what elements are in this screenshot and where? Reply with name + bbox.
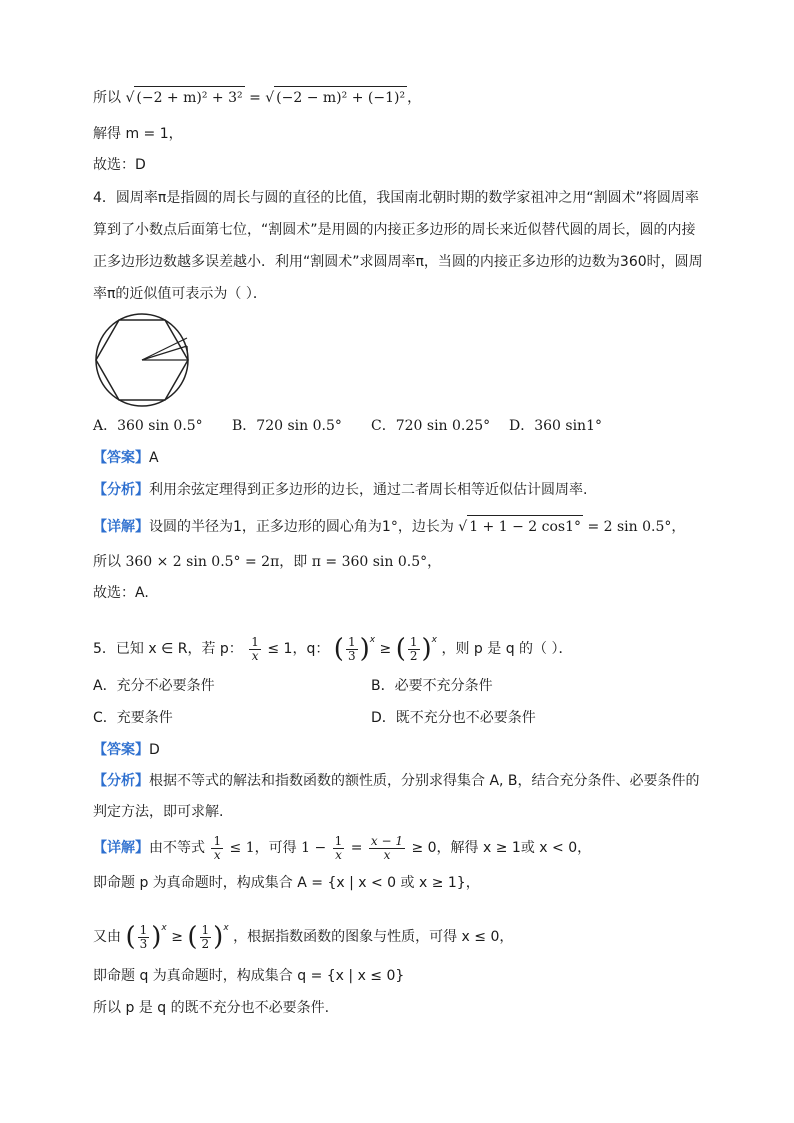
fraction-1-over-3: $\frac{1}{3}$: [347, 634, 356, 663]
analysis-text: 利用余弦定理得到正多边形的边长，通过二者周长相等近似估计圆周率.: [149, 482, 588, 498]
q5-detail-line-2: 即命题 p 为真命题时，构成集合 A = {x | x < 0 或 x ≥ 1}，: [93, 875, 480, 891]
detail-text-b: ≤ 1，可得 1 −: [229, 840, 327, 856]
q4-detail-line-1: 【详解】设圆的半径为1，正多边形的圆心角为1°，边长为 √ 1 + 1 − 2 cos1° = 2 sin 0.5°，: [93, 515, 685, 538]
q5-option-d: D．既不充分也不必要条件: [371, 710, 536, 726]
fraction-1-over-x: $\frac{1}{x}$: [251, 634, 259, 663]
q4-stem-line-1: 4．圆周率π是指圆的周长与圆的直径的比值，我国南北朝时期的数学家祖冲之用“割圆术”将圆周率: [93, 190, 699, 206]
answer-value: A: [149, 450, 159, 466]
q5-option-c: C．充要条件: [93, 710, 173, 726]
q5-detail-line-3: 又由 ( $\frac{1}{3}$ )$^x$ ≥ ( $\frac{1}{2}$ )$^x$ ，根据指数函数的图象与性质，可得 x ≤ 0，: [93, 922, 514, 952]
q5-option-a: A．充分不必要条件: [93, 678, 215, 694]
detail-text-a: 又由: [93, 929, 121, 945]
detail-text-c: ，根据指数函数的图象与性质，可得 x ≤ 0，: [233, 929, 514, 945]
detail-text-a: 由不等式: [149, 840, 205, 856]
fraction-1-over-x: $\frac{1}{x}$: [334, 833, 343, 862]
q5-stem-a: 5．已知 x ∈ R，若 p：: [93, 641, 243, 657]
detail-text-d: ≥ 0，解得 x ≥ 1或 x < 0，: [411, 840, 592, 856]
detail-radicand: 1 + 1 − 2 cos1°: [467, 515, 583, 538]
inscribed-polygon-diagram: [94, 310, 194, 410]
analysis-text: 根据不等式的解法和指数函数的额性质，分别求得集合 A, B，结合充分条件、必要条件的: [149, 773, 700, 789]
eq-prefix: 所以: [93, 90, 121, 106]
q5-stem-b: ≤ 1，q：: [267, 641, 330, 657]
fraction-1-over-x: $\frac{1}{x}$: [213, 833, 222, 862]
analysis-tag: 【分析】: [93, 482, 149, 498]
q5-stem: 5．已知 x ∈ R，若 p： $\frac{1}{x}$ ≤ 1，q： ( $\frac{1}{3}$ )$^x$ ≥ ( $\frac{1}{2}$ )$^x$ ，则 p 是 q 的（ ）．: [93, 634, 573, 664]
eq-left-radicand: (−2 + m)² + 3²: [134, 86, 244, 109]
q4-option-c: C．720 sin 0.25°: [371, 418, 491, 434]
answer-value: D: [149, 742, 160, 758]
q4-answer: [93, 447, 159, 469]
radius-line-3: [142, 338, 187, 360]
detail-tag: 【详解】: [93, 840, 149, 856]
q4-option-b: B．720 sin 0.5°: [232, 418, 342, 434]
analysis-tag: 【分析】: [93, 773, 149, 789]
detail-text: 设圆的半径为1，正多边形的圆心角为1°，边长为: [149, 519, 454, 535]
q5-analysis-line-2: 判定方法，即可求解.: [93, 804, 224, 820]
solve-line: 解得 m = 1，: [93, 126, 183, 142]
q5-answer: [93, 739, 160, 761]
fraction-1-over-2: $\frac{1}{2}$: [201, 922, 210, 951]
q4-choose: 故选：A.: [93, 585, 149, 601]
q4-detail-line-2: 所以 360 × 2 sin 0.5° = 2π，即 π = 360 sin 0.5°，: [93, 554, 442, 570]
q4-option-a: A．360 sin 0.5°: [93, 418, 203, 434]
q5-stem-d: ，则 p 是 q 的（ ）．: [441, 641, 573, 657]
q4-stem-line-3: 正多边形边数越多误差越小．利用“割圆术”求圆周率π，当圆的内接正多边形的边数为360时，圆周: [93, 254, 703, 270]
detail-geq: ≥: [171, 929, 183, 945]
detail-result: = 2 sin 0.5°，: [587, 519, 686, 535]
fraction-1-over-3: $\frac{1}{3}$: [139, 922, 148, 951]
q4-analysis: [93, 479, 587, 501]
detail-tag: 【详解】: [93, 519, 149, 535]
q5-stem-c: ≥: [379, 641, 392, 657]
q5-option-b: B．必要不充分条件: [371, 678, 493, 694]
q4-stem-line-2: 算到了小数点后面第七位，“割圆术”是用圆的内接正多边形的周长来近似替代圆的周长，圆的内接: [93, 222, 696, 238]
detail-equals: =: [350, 840, 363, 856]
radius-line-2: [142, 346, 187, 360]
eq-right-radicand: (−2 − m)² + (−1)²: [274, 86, 407, 109]
q4-stem-line-4: 率π的近似值可表示为（ ）．: [93, 286, 267, 302]
q4-option-d: D．360 sin1°: [509, 418, 602, 434]
q5-analysis-line-1: [93, 770, 700, 792]
answer-tag: 【答案】: [93, 742, 149, 758]
choose-line-prev: 故选：D: [93, 157, 146, 173]
eq-end: ，: [407, 90, 422, 106]
eq-equals: =: [249, 90, 261, 106]
q5-detail-line-1: [93, 830, 591, 866]
previous-equation: 所以 √ (−2 + m)² + 3² = √ (−2 − m)² + (−1)² ，: [93, 86, 421, 109]
fraction-1-over-2: $\frac{1}{2}$: [409, 634, 418, 663]
answer-tag: 【答案】: [93, 450, 149, 466]
fraction-x-minus-1-over-x: $\frac{x - 1}{x}$: [370, 833, 404, 862]
q5-detail-line-5: 所以 p 是 q 的既不充分也不必要条件.: [93, 1000, 330, 1016]
q5-detail-line-4: 即命题 q 为真命题时，构成集合 q = {x | x ≤ 0}: [93, 968, 405, 984]
